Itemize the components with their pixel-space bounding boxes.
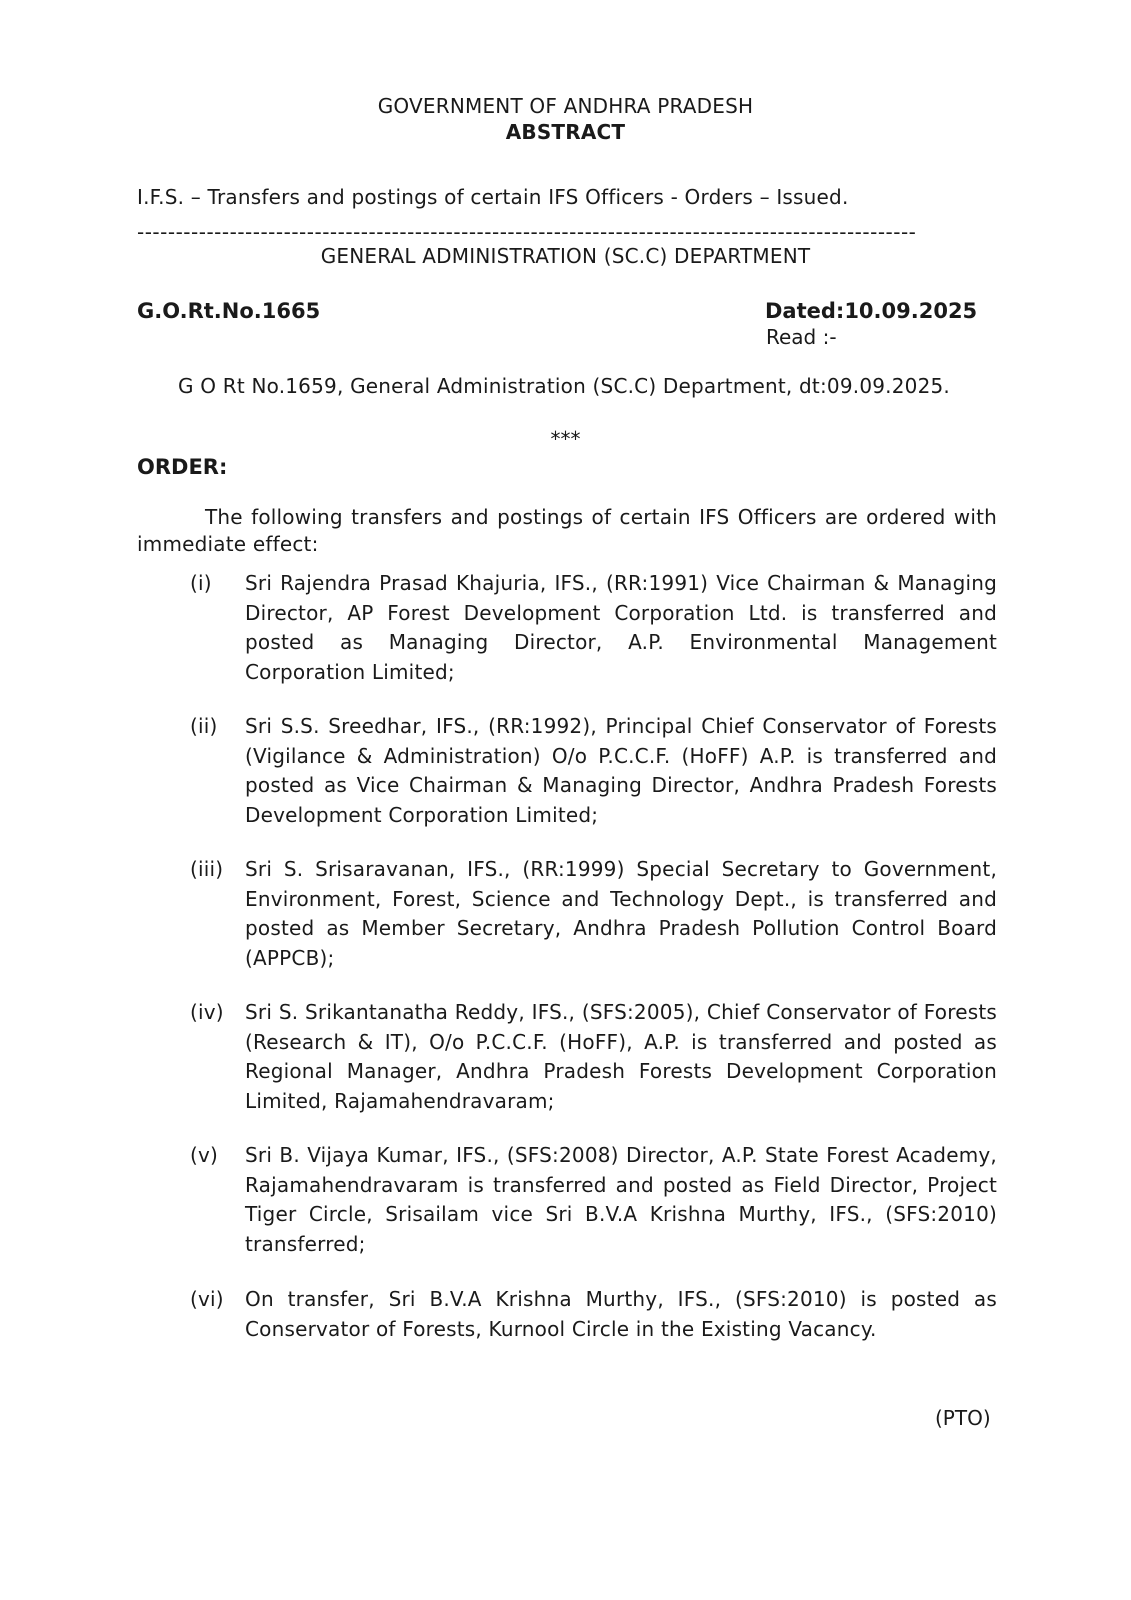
stars-separator: *** bbox=[550, 427, 581, 451]
item-number: (ii) bbox=[190, 714, 218, 738]
item-number: (iii) bbox=[190, 857, 224, 881]
subject-line: I.F.S. – Transfers and postings of certain IFS Officers - Orders – Issued. bbox=[137, 185, 849, 209]
go-number: G.O.Rt.No.1665 bbox=[137, 299, 321, 323]
read-label: Read :- bbox=[766, 325, 837, 349]
item-number: (iv) bbox=[190, 1000, 224, 1024]
item-text: Sri S. Srikantanatha Reddy, IFS., (SFS:2005), Chief Conservator of Forests (Research & IT), O/o P.C.C.F. (HoFF), A.P. is transferred and posted as Regional Manager, Andhra Pradesh Forests Development Corporation Limited, Rajamahendravaram; bbox=[245, 1000, 997, 1113]
item-text: Sri S. Srisaravanan, IFS., (RR:1999) Special Secretary to Government, Environment, Forest, Science and Technology Dept., is transferred and posted as Member Secretary, Andhra Pradesh Pollution Control Board (APPCB); bbox=[245, 857, 997, 970]
item-text: Sri S.S. Sreedhar, IFS., (RR:1992), Principal Chief Conservator of Forests (Vigilance & Administration) O/o P.C.C.F. (HoFF) A.P. is transferred and posted as Vice Chairman & Managing Director, Andhra Pradesh Forests Development Corporation Limited; bbox=[245, 714, 997, 827]
reference-line: G O Rt No.1659, General Administration (SC.C) Department, dt:09.09.2025. bbox=[178, 374, 950, 398]
order-heading: ORDER: bbox=[137, 455, 228, 479]
item-number: (vi) bbox=[190, 1287, 224, 1311]
abstract-heading: ABSTRACT bbox=[505, 120, 626, 144]
item-text: Sri B. Vijaya Kumar, IFS., (SFS:2008) Director, A.P. State Forest Academy, Rajamahendravaram is transferred and posted as Field Director, Project Tiger Circle, Srisailam vice Sri B.V.A Krishna Murthy, IFS., (SFS:2010) transferred; bbox=[245, 1143, 997, 1256]
separator-line: ----------------------------------------------------------------------------------------------------- bbox=[137, 222, 917, 242]
item-text: On transfer, Sri B.V.A Krishna Murthy, IFS., (SFS:2010) is posted as Conservator of Forests, Kurnool Circle in the Existing Vacancy. bbox=[245, 1287, 997, 1341]
pto-marker: (PTO) bbox=[935, 1406, 991, 1430]
government-heading: GOVERNMENT OF ANDHRA PRADESH bbox=[377, 94, 754, 118]
item-text: Sri Rajendra Prasad Khajuria, IFS., (RR:1991) Vice Chairman & Managing Director, AP Forest Development Corporation Ltd. is transferred and posted as Managing Director, A.P. Environmental Management Corporation Limited; bbox=[245, 571, 997, 684]
dated: Dated:10.09.2025 bbox=[765, 299, 978, 323]
department-heading: GENERAL ADMINISTRATION (SC.C) DEPARTMENT bbox=[320, 244, 811, 268]
item-number: (v) bbox=[190, 1143, 219, 1167]
order-intro: The following transfers and postings of certain IFS Officers are ordered with immediate effect: bbox=[137, 505, 997, 556]
item-number: (i) bbox=[190, 571, 212, 595]
